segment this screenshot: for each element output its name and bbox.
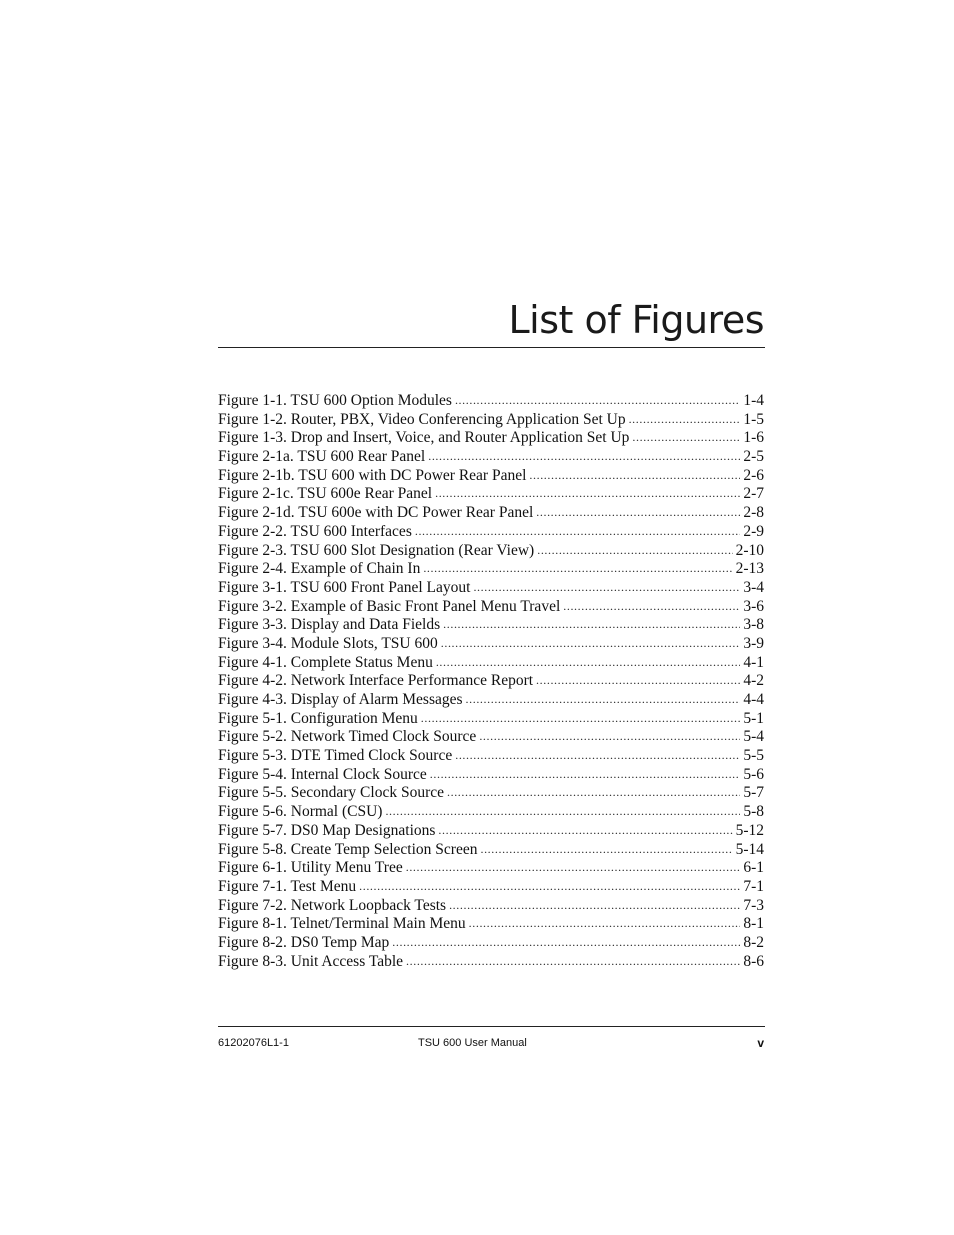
figure-entry-label: Figure 5-5. Secondary Clock Source [218,784,444,802]
dot-leader [359,877,740,896]
figure-entry-label: Figure 7-2. Network Loopback Tests [218,896,447,914]
figure-entry-label: Figure 5-7. DS0 Map Designations [218,821,436,839]
figure-entry-label: Figure 2-3. TSU 600 Slot Designation (Rear View) [218,541,535,559]
dot-leader [466,690,741,709]
figure-entry-page: 4-2 [743,672,764,690]
dot-leader [629,410,741,429]
figure-entry-page: 2-6 [743,466,764,484]
dot-leader [436,653,741,672]
figure-entry-page: 1-4 [743,392,764,409]
figure-entry-page: 2-13 [735,560,764,578]
title-divider [218,347,765,348]
figure-entry[interactable] [218,504,764,523]
dot-leader [415,522,740,541]
figure-entry-page: 7-1 [743,877,764,895]
figure-entry-label: Figure 3-2. Example of Basic Front Panel Menu Travel [218,597,561,615]
figure-entry-label: Figure 5-8. Create Temp Selection Screen [218,840,478,858]
figure-entry[interactable] [218,691,764,710]
figure-entry-label: Figure 5-2. Network Timed Clock Source [218,728,477,746]
figure-entry-label: Figure 2-1d. TSU 600e with DC Power Rear Panel [218,504,534,522]
figure-entry-page: 8-1 [743,915,764,933]
figure-entry[interactable] [218,766,764,785]
figure-entry-label: Figure 5-1. Configuration Menu [218,709,418,727]
figure-entry[interactable] [218,448,764,467]
figure-entry[interactable] [218,467,764,486]
figure-entry-label: Figure 2-1a. TSU 600 Rear Panel [218,448,426,466]
figure-entry[interactable] [218,784,764,803]
figure-entry-page: 5-5 [743,747,764,765]
dot-leader [406,858,741,877]
dot-leader [435,484,740,503]
figure-entry-page: 5-7 [743,784,764,802]
figure-entry[interactable] [218,579,764,598]
figure-entry[interactable] [218,841,764,860]
dot-leader [537,541,732,560]
figure-entry[interactable] [218,878,764,897]
figure-entry-label: Figure 6-1. Utility Menu Tree [218,859,403,877]
figure-entry-page: 3-9 [743,634,764,652]
figure-entry[interactable] [218,897,764,916]
figure-entry-label: Figure 1-3. Drop and Insert, Voice, and Router Application Set Up [218,429,630,447]
figure-entry-page: 7-3 [743,896,764,914]
figure-entry[interactable] [218,411,764,430]
figure-entry[interactable] [218,635,764,654]
figure-entry-label: Figure 5-6. Normal (CSU) [218,803,383,821]
figure-entry[interactable] [218,523,764,542]
dot-leader [455,746,740,765]
figure-entry-label: Figure 5-4. Internal Clock Source [218,765,427,783]
figure-entry[interactable] [218,392,764,411]
footer-part-number: 61202076L1-1 [218,1037,289,1049]
figure-entry-label: Figure 1-2. Router, PBX, Video Conferencing Application Set Up [218,410,626,428]
figure-entry-page: 2-7 [743,485,764,503]
figure-entry-page: 4-4 [743,691,764,708]
dot-leader [406,952,740,971]
figure-list [218,392,764,971]
figure-entry-page: 2-8 [743,504,764,522]
dot-leader [563,597,740,616]
figure-entry-page: 8-2 [743,933,764,951]
dot-leader [449,896,740,915]
figure-entry[interactable] [218,728,764,747]
figure-entry-label: Figure 4-3. Display of Alarm Messages [218,691,463,708]
dot-leader [421,709,741,728]
figure-entry[interactable] [218,654,764,673]
figure-entry-label: Figure 3-3. Display and Data Fields [218,616,441,634]
page-title: List of Figures [508,298,764,342]
dot-leader [443,615,740,634]
figure-entry[interactable] [218,485,764,504]
figure-entry[interactable] [218,560,764,579]
figure-entry[interactable] [218,616,764,635]
dot-leader [455,391,740,410]
figure-entry[interactable] [218,822,764,841]
figure-entry-page: 8-6 [743,952,764,970]
figure-entry-page: 1-6 [743,429,764,447]
figure-entry-page: 3-4 [743,578,764,596]
figure-entry[interactable] [218,598,764,617]
dot-leader [536,671,740,690]
dot-leader [438,821,732,840]
figure-entry-page: 3-6 [743,597,764,615]
figure-entry[interactable] [218,710,764,729]
dot-leader [480,840,732,859]
dot-leader [529,466,740,485]
page-footer [218,1035,765,1051]
figure-entry-label: Figure 3-4. Module Slots, TSU 600 [218,634,438,652]
figure-entry-page: 2-9 [743,522,764,540]
figure-entry[interactable] [218,429,764,448]
figure-entry-page: 5-6 [743,765,764,783]
dot-leader [473,578,740,597]
dot-leader [430,765,741,784]
figure-entry-page: 2-10 [735,541,764,559]
figure-entry-label: Figure 3-1. TSU 600 Front Panel Layout [218,578,471,596]
footer-page-number: v [757,1036,764,1050]
dot-leader [632,428,740,447]
figure-entry-label: Figure 4-2. Network Interface Performance Report [218,672,534,690]
figure-entry-page: 5-1 [743,709,764,727]
figure-entry-label: Figure 8-3. Unit Access Table [218,952,404,970]
figure-entry-page: 5-8 [743,803,764,821]
figure-entry-label: Figure 8-2. DS0 Temp Map [218,933,390,951]
figure-entry-page: 2-5 [743,448,764,466]
dot-leader [479,727,740,746]
figure-entry[interactable] [218,803,764,822]
figure-entry-label: Figure 2-2. TSU 600 Interfaces [218,522,412,540]
footer-manual-title: TSU 600 User Manual [418,1037,527,1049]
figure-entry-label: Figure 7-1. Test Menu [218,877,357,895]
figure-entry-label: Figure 2-4. Example of Chain In [218,560,421,578]
figure-entry[interactable] [218,953,764,972]
figure-entry[interactable] [218,934,764,953]
dot-leader [385,802,740,821]
figure-entry-page: 5-4 [743,728,764,746]
figure-entry-label: Figure 1-1. TSU 600 Option Modules [218,392,452,409]
figure-entry-label: Figure 2-1c. TSU 600e Rear Panel [218,485,433,503]
dot-leader [447,783,740,802]
dot-leader [428,447,740,466]
figure-entry-page: 3-8 [743,616,764,634]
dot-leader [536,503,740,522]
dot-leader [441,634,741,653]
figure-entry[interactable] [218,859,764,878]
figure-entry-label: Figure 8-1. Telnet/Terminal Main Menu [218,915,466,933]
figure-entry-page: 1-5 [743,410,764,428]
figure-entry-page: 5-14 [735,840,764,858]
figure-entry-page: 4-1 [743,653,764,671]
figure-entry[interactable] [218,915,764,934]
figure-entry-page: 6-1 [743,859,764,877]
figure-entry-page: 5-12 [735,821,764,839]
dot-leader [469,914,741,933]
dot-leader [392,933,740,952]
figure-entry[interactable] [218,747,764,766]
dot-leader [423,559,732,578]
figure-entry[interactable] [218,542,764,561]
figure-entry-label: Figure 2-1b. TSU 600 with DC Power Rear Panel [218,466,527,484]
figure-entry-label: Figure 5-3. DTE Timed Clock Source [218,747,453,765]
figure-entry[interactable] [218,672,764,691]
footer-divider [218,1026,765,1027]
figure-entry-label: Figure 4-1. Complete Status Menu [218,653,433,671]
